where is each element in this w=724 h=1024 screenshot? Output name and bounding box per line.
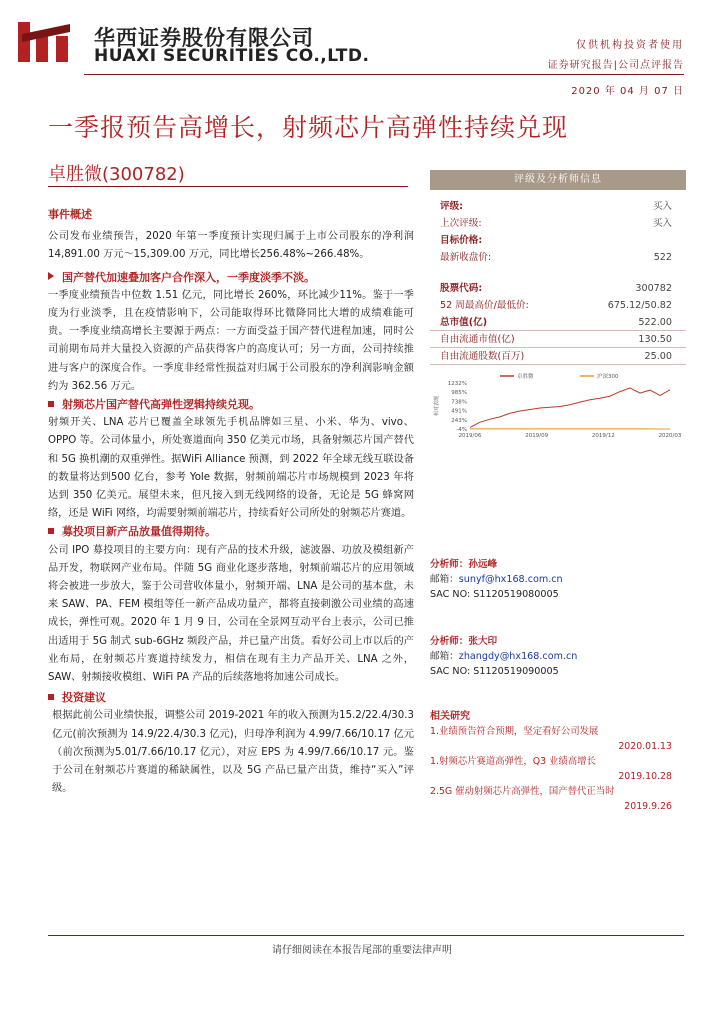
analyst-block — [430, 634, 686, 679]
section1-heading-text: 国产替代加速叠加客户合作深入，一季度淡季不淡。 — [62, 270, 315, 284]
related-item[interactable]: 1.业绩预告符合预期，坚定看好公司发展 — [430, 726, 599, 737]
rating-label: 评级: — [440, 201, 464, 212]
company-logo-icon — [16, 16, 76, 66]
email-label: 邮箱： — [430, 574, 459, 585]
rating-value: 买入 — [652, 201, 672, 212]
company-name-cn: 华西证券股份有限公司 — [94, 26, 314, 50]
analyst-sac: SAC NO: S1120519080005 — [430, 589, 559, 600]
section3-heading-text: 募投项目新产品放量值得期待。 — [62, 525, 216, 539]
section2-text: 射频开关、LNA 芯片已覆盖全球领先手机品牌如三星、小米、华为、vivo、OPPO 等。公司体量小，所处赛道面向 350 亿美元市场，具备射频芯片国产替代和 5G 换机潮的双重弹性。据WiFi Alliance 预测，到 2022 年全球无线互联设备的数量将达到500 亿台，参考 Yole 数据，射频前端芯片市场规模到 2023 年将达到 350 亿美元。展望未来，但凡接入到无线网络的设备，无论是 5G 蜂窝网络，还是 WiFi 网络，均需要射频前端芯片，持续看好公司所处的射频芯片赛道。 — [48, 417, 414, 520]
stock-info-row — [430, 331, 686, 348]
price-chart — [430, 371, 686, 441]
stock-info-value: 25.00 — [644, 351, 672, 362]
stock-info-row — [430, 280, 686, 297]
section2-heading-text: 射频芯片国产替代高弹性逻辑持续兑现。 — [62, 398, 260, 412]
x-tick-label: 2019/12 — [591, 433, 615, 439]
related-date: 2019.9.26 — [624, 801, 672, 812]
rating-row — [430, 232, 686, 249]
x-tick-label: 2019/09 — [525, 433, 549, 439]
legend-label: 沪深300 — [597, 374, 619, 380]
report-type: 证券研究报告|公司点评报告 — [547, 60, 684, 71]
stock-info-label: 52 周最高价/最低价: — [440, 300, 529, 311]
section1-heading — [48, 269, 414, 287]
stock-info-label: 自由流通市值(亿) — [440, 334, 515, 345]
price-chart-svg — [430, 371, 686, 441]
footer-legal-note: 请仔细阅读在本报告尾部的重要法律声明 — [272, 945, 452, 956]
y-axis-label: 相对表现 — [434, 395, 440, 417]
analyst-email[interactable]: zhangdy@hx168.com.cn — [458, 651, 578, 662]
section3-text: 公司 IPO 募投项目的主要方向：现有产品的技术升级，滤波器、功放及模组新产品开发，物联网产业布局。伴随 5G 商业化逐步落地，射频前端芯片的应用领域将会被进一步放大，鉴于公司营收体量小，射频开端、LNA 是公司的基本盘，未来 SAW、PA、FEM 模组等任一新产品成功量产，都将直接刺激公司业绩的高速成长，弹性可观。2020 年 1 月 9 日，公司在全景网互动平台上表示，公司已推出适用于 5G 制式 sub-6GHz 频段产品，并已量产出货。看好公司上市以后的产业布局，在射频芯片赛道持续发力，相信在现有主力产品开关、LNA 之外，SAW、射频接收模组、WiFi PA 产品的后续落地将加速公司成长。 — [48, 544, 414, 684]
event-heading: 事件概述 — [48, 208, 92, 221]
sidebar — [430, 170, 686, 814]
stock-info-value: 675.12/50.82 — [607, 300, 672, 311]
legend-label: 卓胜微 — [517, 374, 534, 380]
analyst-email[interactable]: sunyf@hx168.com.cn — [458, 574, 563, 585]
y-tick-label: -4% — [456, 427, 467, 433]
y-tick-label: 243% — [451, 417, 467, 424]
report-date: 2020 年 04 月 07 日 — [571, 86, 684, 97]
rating-banner: 评级及分析师信息 — [430, 170, 686, 190]
stock-name: 卓胜微(300782) — [48, 164, 185, 185]
section2-heading — [48, 396, 414, 414]
bullet-square-icon — [48, 528, 54, 534]
analyst-name: 分析师：孙远峰 — [430, 559, 498, 570]
rating-value: 522 — [653, 252, 672, 263]
stock-info-value: 522.00 — [638, 317, 672, 328]
x-tick-label: 2020/03 — [658, 433, 682, 439]
y-tick-label: 985% — [451, 390, 467, 397]
stock-info-label: 股票代码: — [440, 283, 483, 294]
advice-heading — [48, 689, 414, 707]
rating-label: 上次评级: — [440, 218, 482, 229]
related-heading: 相关研究 — [430, 711, 470, 722]
report-title: 一季报预告高增长，射频芯片高弹性持续兑现 — [48, 113, 569, 142]
stock-info-label: 总市值(亿) — [440, 317, 488, 328]
advice-text: 根据此前公司业绩快报，调整公司 2019-2021 年的收入预测为15.2/22.4/30.3 亿元(前次预测为 14.9/22.4/30.3 亿元)，归母净利润为 4.99/7.66/10.17 亿元（前次预测为5.01/7.66/10.17 亿元），对应 EPS 为 4.99/7.66/10.17 元。鉴于公司在射频芯片赛道的稀缺属性，以及 5G 产品已量产出货，维持“买入”评级。 — [52, 710, 414, 795]
related-date: 2020.01.13 — [618, 741, 672, 752]
stock-info-row — [430, 297, 686, 314]
y-tick-label: 491% — [451, 408, 467, 415]
bullet-square-icon — [48, 694, 54, 700]
analyst-name: 分析师：张大印 — [430, 636, 498, 647]
y-tick-label: 1232% — [447, 381, 467, 387]
x-tick-label: 2019/06 — [458, 433, 482, 439]
company-name-en: HUAXI SECURITIES CO.,LTD. — [94, 46, 370, 66]
section1-text: 一季度业绩预告中位数 1.51 亿元，同比增长 260%，环比减少11%。鉴于一季度为行业淡季，且在疫情影响下，公司能取得环比微降同比大增的成绩难能可贵。一季度业绩高增长主要源于两点：一方面受益于国产替代进程加速，同时公司前期布局并大量投入资源的产品获得客户的高度认可；另一方面，公司持续推进与客户的深度合作。一季度非经常性损益对归属于公司股东的净利润影响金额约为 362.56 万元。 — [48, 289, 414, 392]
rating-label: 目标价格: — [440, 235, 483, 246]
stock-divider — [48, 186, 408, 187]
rating-row — [430, 249, 686, 266]
investor-only-note: 仅供机构投资者使用 — [576, 40, 684, 51]
stock-info-label: 自由流通股数(百万) — [440, 351, 525, 362]
stock-info-row — [430, 348, 686, 365]
rating-row — [430, 198, 686, 215]
footer-divider — [48, 935, 684, 936]
related-item[interactable]: 1.射频芯片赛道高弹性，Q3 业绩高增长 — [430, 756, 596, 767]
rating-value: 买入 — [652, 218, 672, 229]
header-divider — [84, 74, 684, 75]
report-body — [48, 206, 414, 799]
section3-heading — [48, 523, 414, 541]
rating-row — [430, 215, 686, 232]
bullet-arrow-icon — [48, 272, 54, 280]
stock-info-value: 300782 — [635, 283, 672, 294]
y-tick-label: 738% — [451, 399, 467, 406]
stock-info-row — [430, 314, 686, 331]
related-item[interactable]: 2.5G 催动射频芯片高弹性，国产替代正当时 — [430, 786, 615, 797]
analyst-sac: SAC NO: S1120519090005 — [430, 666, 559, 677]
analyst-block — [430, 557, 686, 602]
advice-heading-text: 投资建议 — [62, 691, 106, 705]
stock-info-value: 130.50 — [638, 334, 672, 345]
email-label: 邮箱： — [430, 651, 459, 662]
rating-label: 最新收盘价: — [440, 252, 492, 263]
bullet-square-icon — [48, 401, 54, 407]
series-line-stock — [470, 388, 670, 428]
related-date: 2019.10.28 — [618, 771, 672, 782]
event-text: 公司发布业绩预告，2020 年第一季度预计实现归属于上市公司股东的净利润 14,891.00 万元～15,309.00 万元，同比增长256.48%~266.48%。 — [48, 231, 414, 261]
